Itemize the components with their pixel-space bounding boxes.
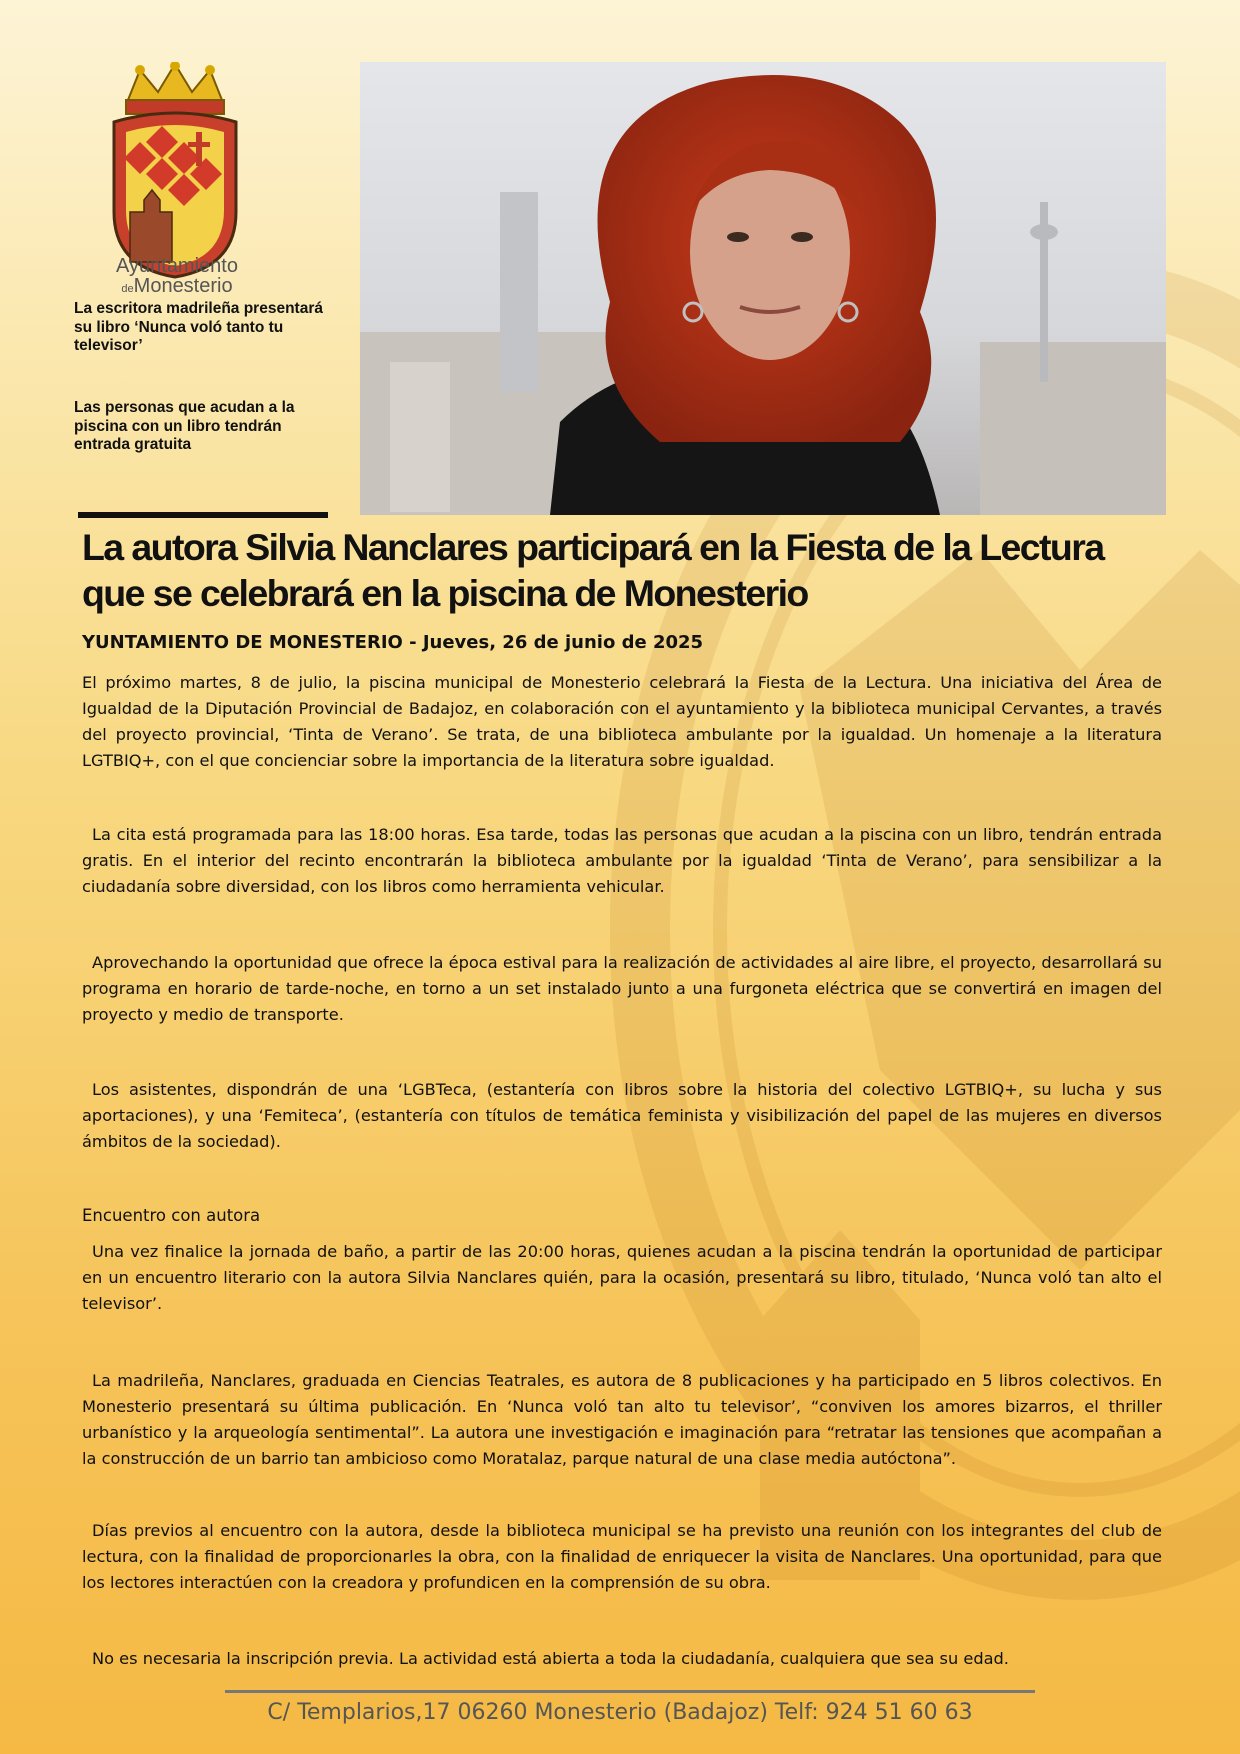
- section-subheading: Encuentro con autora: [82, 1206, 261, 1225]
- article-headline: [82, 524, 1182, 616]
- logo-name-line1: Ayuntamiento: [116, 255, 238, 277]
- article-byline: YUNTAMIENTO DE MONESTERIO - Jueves, 26 de junio de 2025: [82, 632, 704, 653]
- headline-line2: que se celebrará en la piscina de Monesterio: [82, 572, 808, 614]
- author-photo: [360, 62, 1166, 515]
- logo-wordmark: [82, 256, 272, 296]
- paragraph-8: No es necesaria la inscripción previa. La actividad está abierta a toda la ciudadanía, cualquiera que sea su edad.: [92, 1649, 1009, 1668]
- sidebar-note-entry: Las personas que acudan a la piscina con un libro tendrán entrada gratuita: [74, 399, 295, 453]
- paragraph-2: La cita está programada para las 18:00 horas. Esa tarde, todas las personas que acudan a la piscina con un libro, tendrán entrada gratis. En el interior del recinto encontrarán la biblioteca ambulante por la igualdad ‘Tinta de Verano’, para sensibilizar a la ciudadanía sobre diversidad, con los libros como herramienta vehicular.: [82, 825, 1162, 896]
- paragraph-7: Días previos al encuentro con la autora, desde la biblioteca municipal se ha previsto una reunión con los integrantes del club de lectura, con la finalidad de proporcionarles la obra, con la finalidad de enriquecer la visita de Nanclares. Una oportunidad, para que los lectores interactúen con la creadora y profundicen en la comprensión de su obra.: [82, 1521, 1162, 1592]
- paragraph-3: Aprovechando la oportunidad que ofrece la época estival para la realización de actividades al aire libre, el proyecto, desarrollará su programa en horario de tarde-noche, en torno a un set instalado junto a una furgoneta eléctrica que se convertirá en imagen del proyecto y medio de transporte.: [82, 953, 1162, 1024]
- paragraph-5: Una vez finalice la jornada de baño, a partir de las 20:00 horas, quienes acudan a la piscina tendrán la oportunidad de participar en un encuentro literario con la autora Silvia Nanclares quién, para la ocasión, presentará su libro, titulado, ‘Nunca voló tan alto el televisor’.: [82, 1242, 1162, 1313]
- headline-line1: La autora Silvia Nanclares participará en la Fiesta de la Lectura: [82, 526, 1104, 568]
- paragraph-4: Los asistentes, dispondrán de una ‘LGBTeca, (estantería con libros sobre la historia del colectivo LGTBIQ+, su lucha y sus aportaciones), y una ‘Femiteca’, (estantería con títulos de temática feminista y visibilización del papel de las mujeres en diversos ámbitos de la sociedad).: [82, 1080, 1162, 1151]
- footer-divider: [225, 1690, 1035, 1693]
- sidebar-note-book: La escritora madrileña presentará su libro ‘Nunca voló tanto tu televisor’: [74, 300, 323, 354]
- headline-divider: [78, 512, 328, 518]
- paragraph-6: La madrileña, Nanclares, graduada en Ciencias Teatrales, es autora de 8 publicaciones y ha participado en 5 libros colectivos. En Monesterio presentará su última publicación. En ‘Nunca voló tan alto tu televisor’, “conviven los amores bizarros, el thriller urbanístico y la arqueología sentimental”. La autora une investigación e imaginación para “retratar las tensiones que acompañan a la construcción de un barrio tan ambicioso como Moratalaz, parque natural de una clase media autóctona”.: [82, 1371, 1162, 1468]
- footer-address: C/ Templarios,17 06260 Monesterio (Badajoz) Telf: 924 51 60 63: [267, 1700, 973, 1725]
- logo-name-line2: Monesterio: [133, 275, 233, 297]
- logo-name-de: de: [121, 283, 134, 295]
- paragraph-1: El próximo martes, 8 de julio, la piscina municipal de Monesterio celebrará la Fiesta de la Lectura. Una iniciativa del Área de Igualdad de la Diputación Provincial de Badajoz, en colaboración con el ayuntamiento y la biblioteca municipal Cervantes, a través del proyecto provincial, ‘Tinta de Verano’. Se trata, de una biblioteca ambulante por la igualdad. Un homenaje a la literatura LGTBIQ+, con el que concienciar sobre la importancia de la literatura sobre igualdad.: [82, 673, 1162, 770]
